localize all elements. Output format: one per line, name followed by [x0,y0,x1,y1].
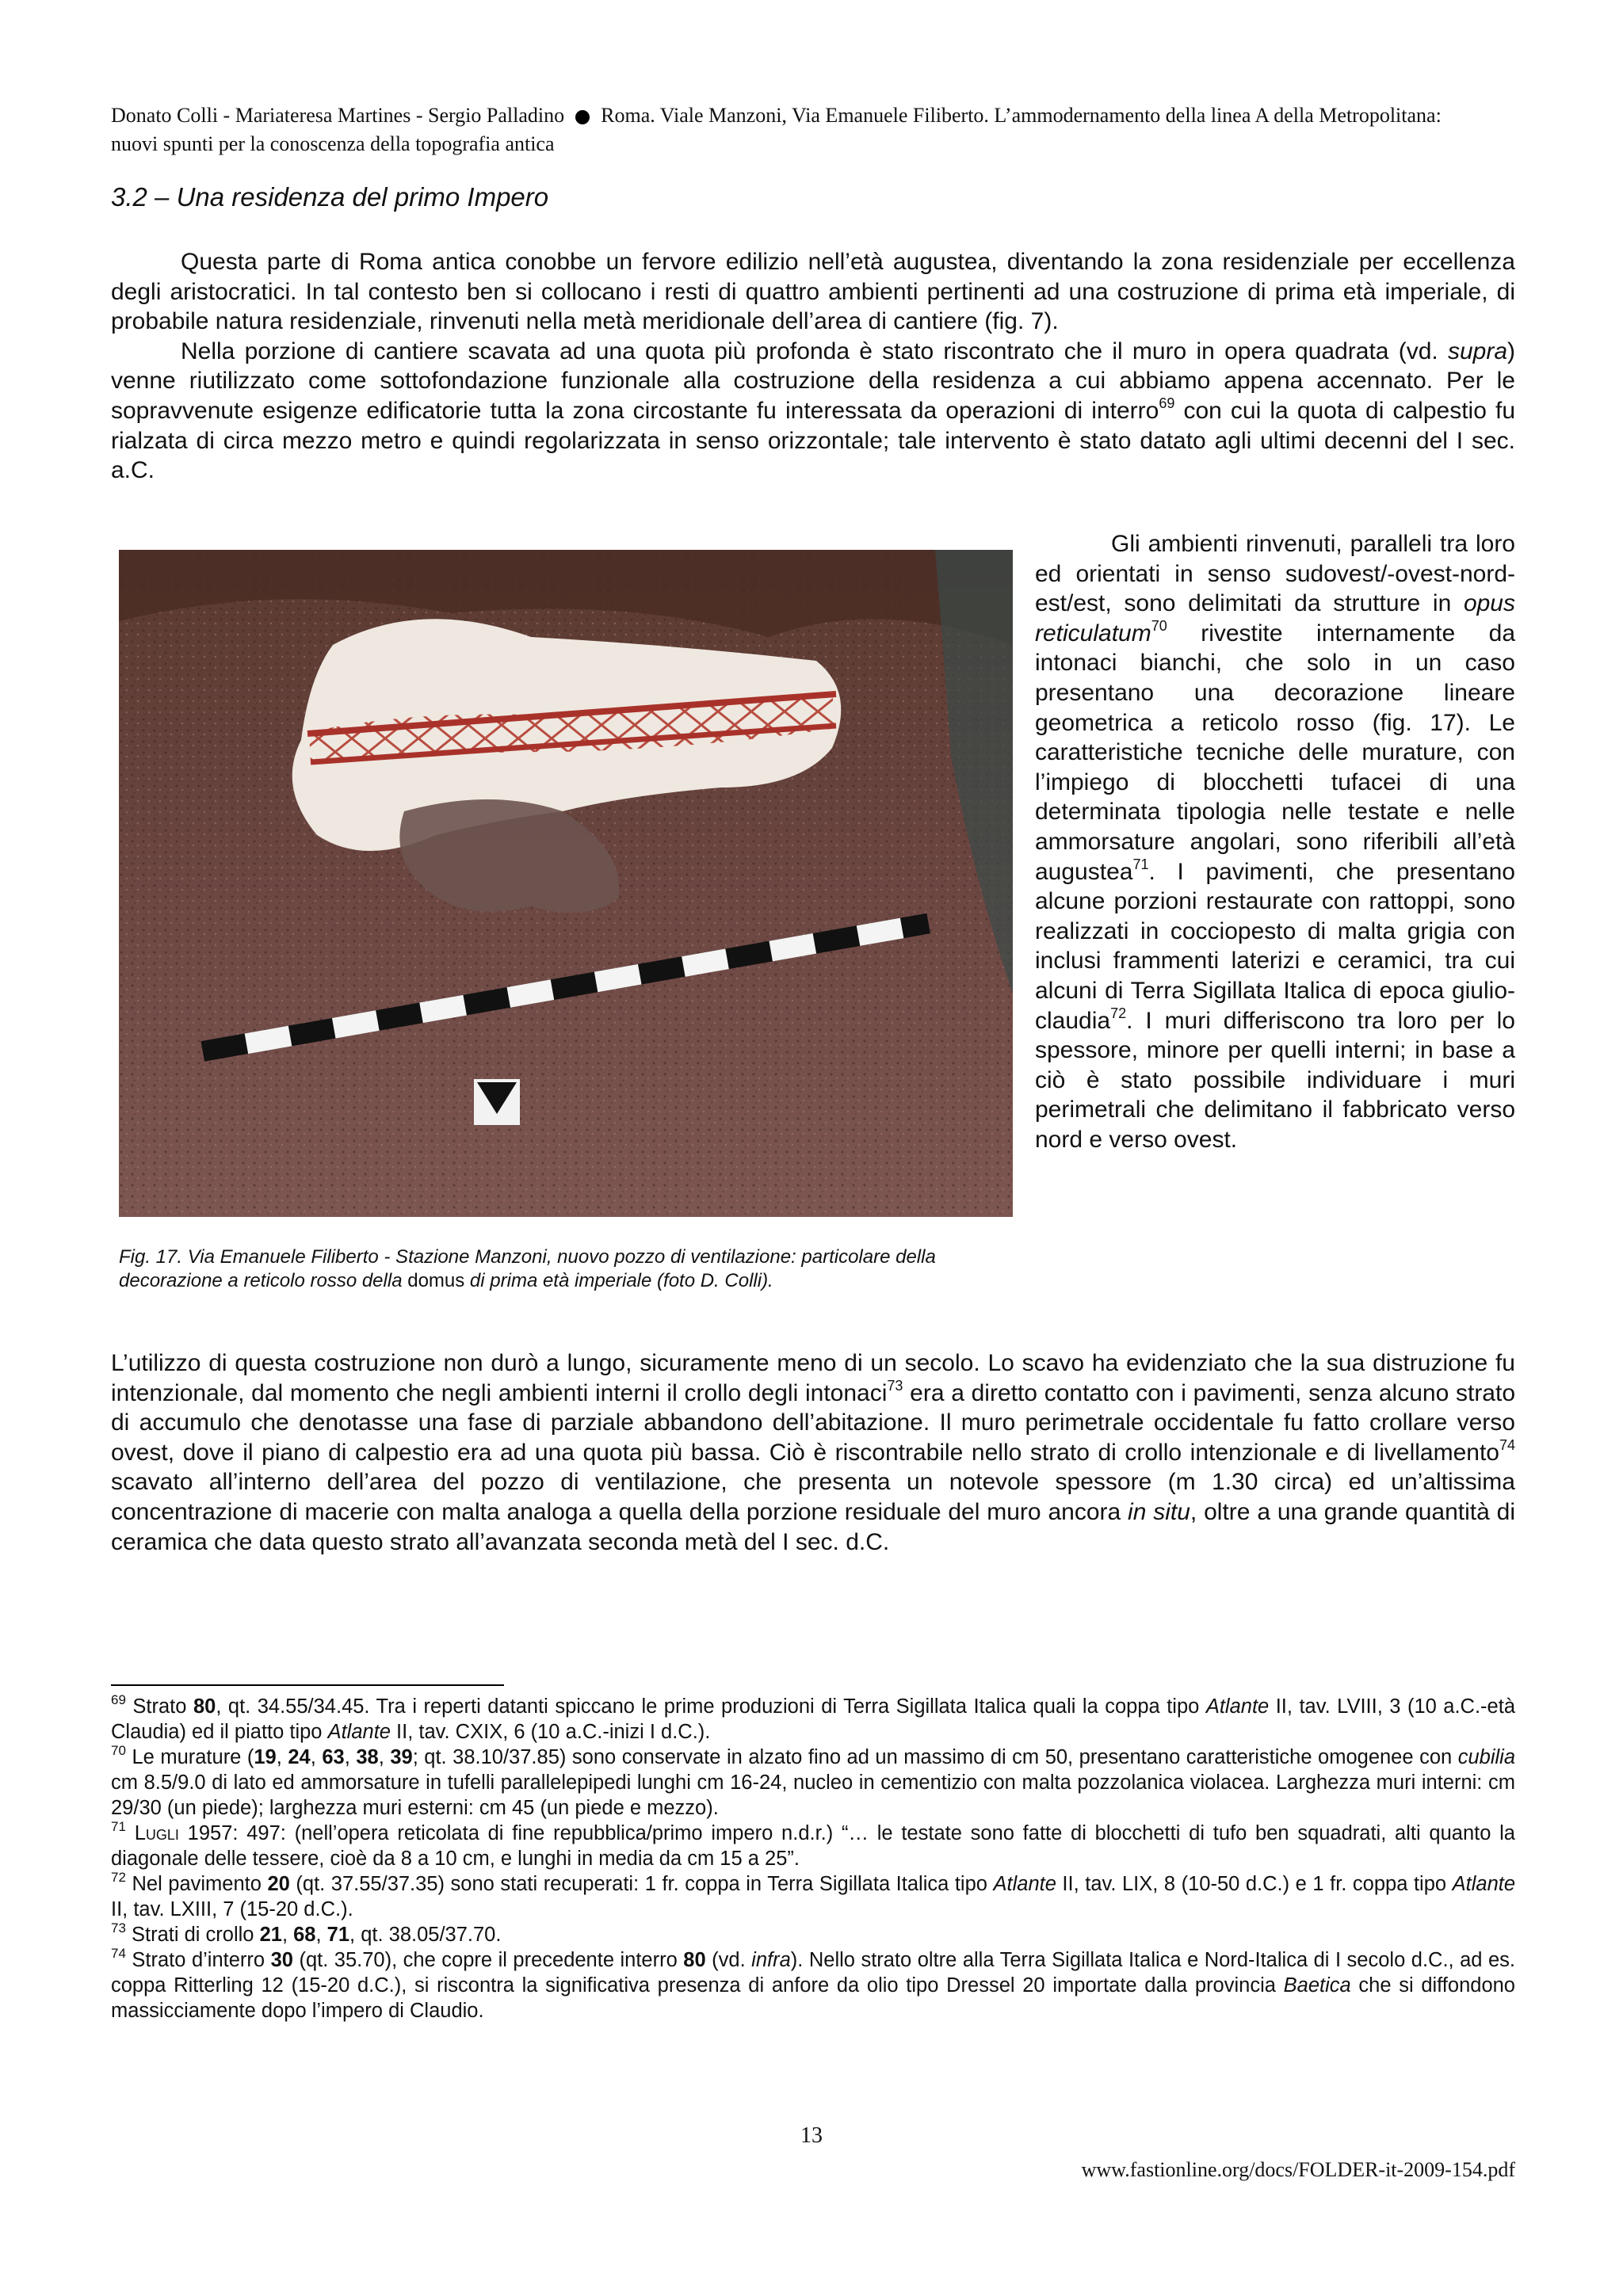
section-title: 3.2 – Una residenza del primo Impero [111,182,549,212]
paragraph-3: Gli ambienti rinvenuti, paralleli tra loro ed orientati in senso sudovest/-ovest-nord-est/est, sono delimitati da strutture in opus reticulatum$^{70}$ rivestite internamente da intonaci bianchi, che solo in un caso presentano una decorazione lineare geometrica a reticolo rosso (fig. 17). Le caratteristiche tecniche delle murature, con l’impiego di blocchetti tufacei di una determinata tipologia nelle testate e nelle ammorsature angolari, sono riferibili all’età augustea$^{71}$. I pavimenti, che presentano alcune porzioni restaurate con rattoppi, sono realizzati in cocciopesto di malta grigia con inclusi frammenti laterizi e ceramici, tra cui alcuni di Terra Sigillata Italica di epoca giulio-claudia$^{72}$. I muri differiscono tra loro per lo spessore, minore per quelli interni; in base a ciò è stato possibile individuare i muri perimetrali che delimitano il fabbricato verso nord e verso ovest. [1035,531,1515,1153]
footnote-ref-71[interactable]: 71 [1132,856,1149,872]
footnote-ref-69[interactable]: 69 [1159,395,1175,411]
paragraph-4: L’utilizzo di questa costruzione non durò a lungo, sicuramente meno di un secolo. Lo scavo ha evidenziato che la sua distruzione fu intenzionale, dal momento che negli ambienti interni il crollo degli intonaci$^{73}$ era a diretto contatto con i pavimenti, senza alcuno strato di accumulo che denotasse una fase di parziale abbandono dell’abitazione. Il muro perimetrale occidentale fu fatto crollare verso ovest, dove il piano di calpestio era ad una quota più bassa. Ciò è riscontrabile nello strato di crollo intenzionale e di livellamento$^{74}$ scavato all’interno dell’area del pozzo di ventilazione, che presenta un notevole spessore (m 1.30 circa) ed un’altissima concentrazione di macerie con malta analoga a quella della porzione residuale del muro ancora in situ, oltre a una grande quantità di ceramica che data questo strato all’avanzata seconda metà del I sec. d.C. [111,1350,1516,1555]
footnote-69: $^{69}$ Strato 80, qt. 34.55/34.45. Tra i reperti datanti spiccano le prime produzioni di Terra Sigillata Italica quali la coppa tipo Atlante II, tav. LVIII, 3 (10 a.C.-età Claudia) ed il piatto tipo Atlante II, tav. CXIX, 6 (10 a.C.-inizi I d.C.). [111,1691,1515,1743]
body-right-column [1035,529,1515,1154]
footnotes [111,1691,1516,2023]
footnote-ref-70[interactable]: 70 [1151,617,1167,634]
body-top [111,247,1515,486]
footnote-separator [111,1684,504,1686]
header-title-line1: Roma. Viale Manzoni, Via Emanuele Filiberto. L’ammodernamento della linea A della Metropolitana: [601,104,1442,127]
excavation-photo-illustration [119,550,1013,1217]
page-number: 13 [800,2123,823,2148]
figure-caption: Fig. 17. Via Emanuele Filiberto - Stazione Manzoni, nuovo pozzo di ventilazione: particolare della decorazione a reticolo rosso della domus di prima età imperiale (foto D. Colli). [119,1246,936,1291]
footnote-73: $^{73}$ Strati di crollo 21, 68, 71, qt. 38.05/37.70. [111,1920,502,1946]
footnote-ref-74[interactable]: 74 [1499,1436,1515,1453]
header-title-line2: nuovi spunti per la conoscenza della topografia antica [111,132,555,155]
footnote-72: $^{72}$ Nel pavimento 20 (qt. 37.55/37.35) sono stati recuperati: 1 fr. coppa in Terra Sigillata Italica tipo Atlante II, tav. LIX, 8 (10-50 d.C.) e 1 fr. coppa tipo Atlante II, tav. LXIII, 7 (15-20 d.C.). [111,1869,1516,1920]
header-authors: Donato Colli - Mariateresa Martines - Sergio Palladino [111,104,565,127]
bullet-dot-icon [575,110,590,124]
paragraph-1: Questa parte di Roma antica conobbe un fervore edilizio nell’età augustea, diventando la zona residenziale per eccellenza degli aristocratici. In tal contesto ben si collocano i resti di quattro ambienti pertinenti ad una costruzione di prima età imperiale, di probabile natura residenziale, rinvenuti nella metà meridionale dell’area di cantiere (fig. 7). [111,249,1515,335]
body-bottom [111,1348,1515,1557]
footnote-ref-73[interactable]: 73 [887,1377,903,1394]
footnote-74: $^{74}$ Strato d’interro 30 (qt. 35.70), che copre il precedente interro 80 (vd. infra). Nello strato oltre alla Terra Sigillata Italica e Nord-Italica di I secolo d.C., ad es. coppa Ritterling 12 (15-20 d.C.), si riscontra la significativa presenza di anfore da olio tipo Dressel 20 importate dalla provincia Baetica che si diffondono massicciamente dopo l’impero di Claudio. [111,1945,1515,2022]
footer-url[interactable]: www.fastionline.org/docs/FOLDER-it-2009-154.pdf [1081,2158,1515,2181]
footnote-ref-72[interactable]: 72 [1110,1005,1127,1021]
footnote-71: $^{71}$ Lugli 1957: 497: (nell’opera reticolata di fine repubblica/primo impero n.d.r.) “… le testate sono fatte di blocchetti di tufo ben squadrati, alti quanto la diagonale delle tessere, cioè da 8 a 10 cm, e lunghi in media da cm 15 a 25”. [111,1818,1515,1870]
running-header [111,101,1522,158]
paragraph-2: Nella porzione di cantiere scavata ad una quota più profonda è stato riscontrato che il muro in opera quadrata (vd. supra) venne riutilizzato come sottofondazione funzionale alla costruzione della residenza a cui abbiamo appena accennato. Per le sopravvenute esigenze edificatorie tutta la zona circostante fu interessata da operazioni di interro$^{69}$ con cui la quota di calpestio fu rialzata di circa mezzo metro e quindi regolarizzata in senso orizzontale; tale intervento è stato datato agli ultimi decenni del I sec. a.C. [111,338,1516,484]
footnote-70: $^{70}$ Le murature (19, 24, 63, 38, 39; qt. 38.10/37.85) sono conservate in alzato fino ad un massimo di cm 50, presentano caratteristiche omogenee con cubilia cm 8.5/9.0 di lato ed ammorsature in tufelli parallelepipedi lunghi cm 16-24, nucleo in cementizio con malta pozzolanica violacea. Larghezza muri interni: cm 29/30 (un piede); larghezza muri esterni: cm 45 (un piede e mezzo). [111,1742,1515,1819]
excavation-photo [119,550,1013,1217]
